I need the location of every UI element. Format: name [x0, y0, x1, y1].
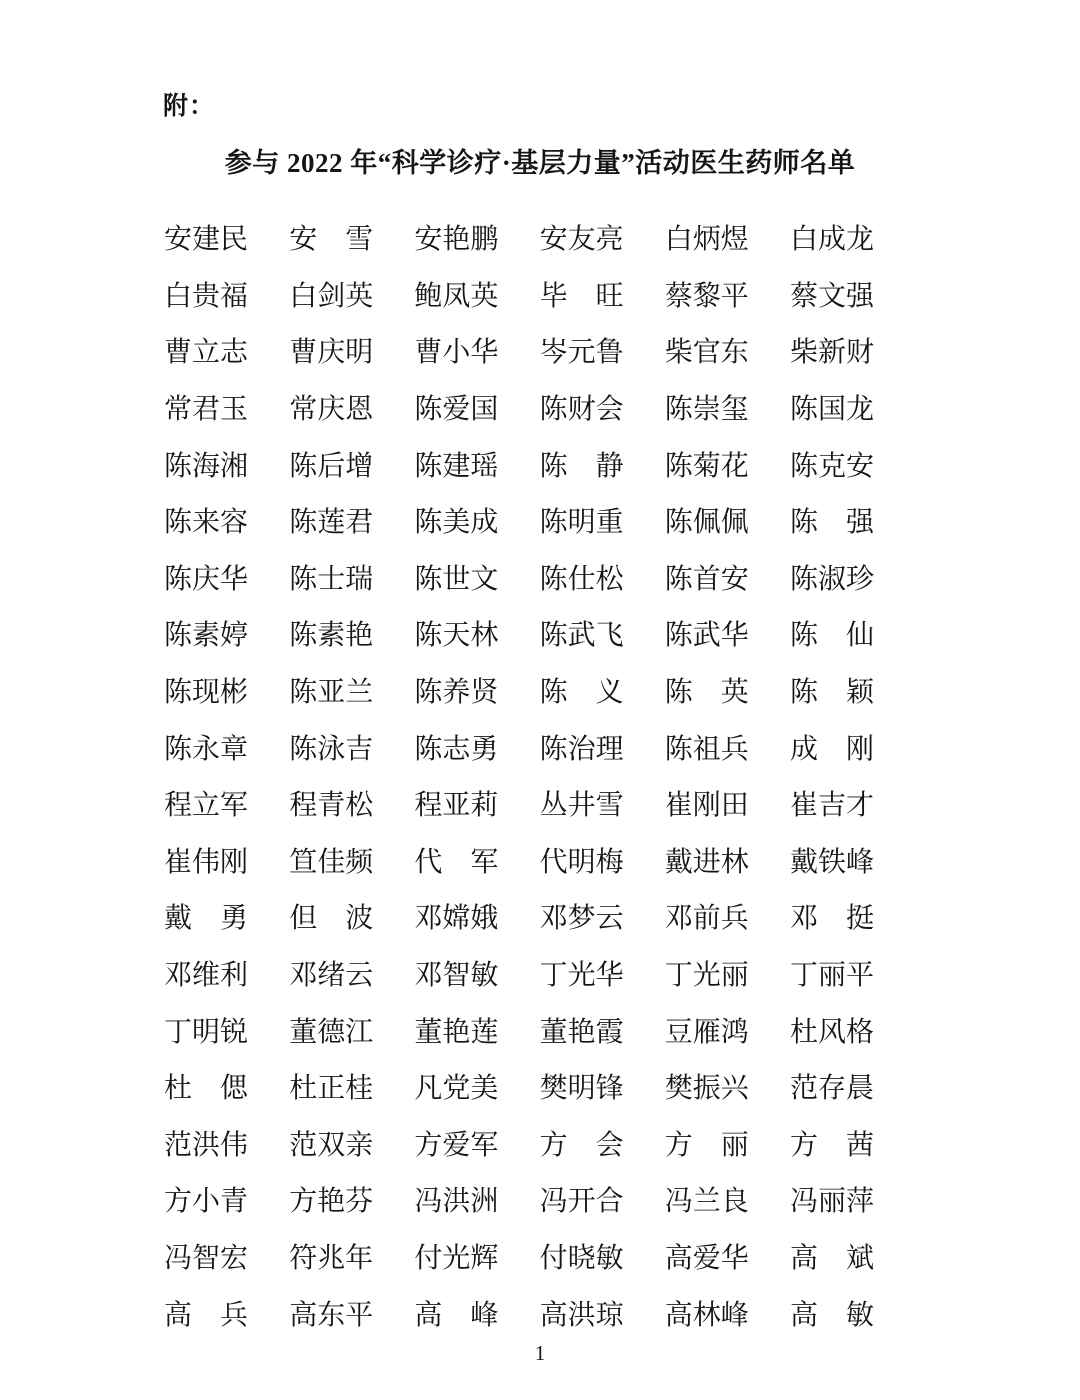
roster-name: 符兆年 [289, 1242, 374, 1274]
roster-name: 曹庆明 [289, 337, 374, 369]
roster-name: 邓梦云 [539, 903, 624, 935]
page-title: 参与 2022 年“科学诊疗·基层力量”活动医生药师名单 [224, 148, 856, 178]
roster-name: 代明梅 [539, 846, 624, 878]
roster-name: 蔡文强 [789, 280, 874, 312]
roster-name: 樊振兴 [664, 1073, 749, 1105]
roster-name: 陈亚兰 [289, 677, 374, 709]
roster-name: 丁明锐 [164, 1016, 249, 1048]
roster-grid [164, 212, 874, 1344]
roster-name: 曹小华 [414, 337, 499, 369]
roster-name: 高 峰 [414, 1299, 499, 1331]
roster-name: 方爱军 [414, 1129, 499, 1161]
roster-name: 邓嫦娥 [414, 903, 499, 935]
roster-name: 丁光丽 [664, 960, 749, 992]
roster-name: 董德江 [289, 1016, 374, 1048]
roster-name: 范双亲 [289, 1129, 374, 1161]
roster-name: 陈永章 [164, 733, 249, 765]
roster-name: 冯兰良 [664, 1186, 749, 1218]
roster-name: 杜正桂 [289, 1073, 374, 1105]
roster-name: 杜风格 [789, 1016, 874, 1048]
roster-name: 丁丽平 [789, 960, 874, 992]
roster-name: 陈 仙 [789, 620, 874, 652]
roster-name: 陈首安 [664, 563, 749, 595]
roster-name: 付晓敏 [539, 1242, 624, 1274]
roster-name: 陈国龙 [789, 394, 874, 426]
roster-name: 陈庆华 [164, 563, 249, 595]
roster-name: 陈佩佩 [664, 507, 749, 539]
roster-name: 毕 旺 [539, 280, 624, 312]
roster-name: 邓 挺 [789, 903, 874, 935]
roster-name: 鲍凤英 [414, 280, 499, 312]
roster-name: 陈建瑶 [414, 450, 499, 482]
roster-name: 程立军 [164, 790, 249, 822]
roster-name: 代 军 [414, 846, 499, 878]
roster-name: 陈 义 [539, 677, 624, 709]
roster-name: 陈素婷 [164, 620, 249, 652]
roster-name: 冯丽萍 [789, 1186, 874, 1218]
roster-name: 付光辉 [414, 1242, 499, 1274]
roster-name: 白炳煜 [664, 224, 749, 256]
roster-name: 柴官东 [664, 337, 749, 369]
roster-name: 方 会 [539, 1129, 624, 1161]
roster-name: 陈来容 [164, 507, 249, 539]
roster-name: 蔡黎平 [664, 280, 749, 312]
roster-name: 高 敏 [789, 1299, 874, 1331]
roster-name: 陈爱国 [414, 394, 499, 426]
roster-name: 成 刚 [789, 733, 874, 765]
roster-name: 陈 强 [789, 507, 874, 539]
roster-name: 戴铁峰 [789, 846, 874, 878]
roster-name: 柴新财 [789, 337, 874, 369]
roster-name: 邓智敏 [414, 960, 499, 992]
roster-name: 董艳莲 [414, 1016, 499, 1048]
roster-name: 白成龙 [789, 224, 874, 256]
roster-name: 白剑英 [289, 280, 374, 312]
roster-name: 安艳鹏 [414, 224, 499, 256]
roster-name: 陈祖兵 [664, 733, 749, 765]
roster-name: 常庆恩 [289, 394, 374, 426]
roster-name: 凡党美 [414, 1073, 499, 1105]
roster-name: 安建民 [164, 224, 249, 256]
roster-name: 冯开合 [539, 1186, 624, 1218]
roster-name: 陈志勇 [414, 733, 499, 765]
roster-name: 陈淑珍 [789, 563, 874, 595]
roster-name: 陈财会 [539, 394, 624, 426]
roster-name: 陈明重 [539, 507, 624, 539]
roster-name: 陈武华 [664, 620, 749, 652]
roster-name: 陈 颖 [789, 677, 874, 709]
roster-name: 白贵福 [164, 280, 249, 312]
roster-name: 方 茜 [789, 1129, 874, 1161]
roster-name: 邓前兵 [664, 903, 749, 935]
roster-name: 陈崇玺 [664, 394, 749, 426]
roster-name: 戴进林 [664, 846, 749, 878]
roster-name: 陈海湘 [164, 450, 249, 482]
roster-name: 常君玉 [164, 394, 249, 426]
roster-name: 岑元鲁 [539, 337, 624, 369]
roster-name: 范存晨 [789, 1073, 874, 1105]
roster-name: 程青松 [289, 790, 374, 822]
roster-name: 笪佳频 [289, 846, 374, 878]
roster-name: 陈治理 [539, 733, 624, 765]
roster-name: 曹立志 [164, 337, 249, 369]
roster-name: 陈莲君 [289, 507, 374, 539]
roster-name: 但 波 [289, 903, 374, 935]
roster-name: 戴 勇 [164, 903, 249, 935]
roster-name: 董艳霞 [539, 1016, 624, 1048]
roster-name: 陈世文 [414, 563, 499, 595]
roster-name: 陈现彬 [164, 677, 249, 709]
roster-name: 高洪琼 [539, 1299, 624, 1331]
roster-name: 邓维利 [164, 960, 249, 992]
roster-name: 陈养贤 [414, 677, 499, 709]
roster-name: 崔伟刚 [164, 846, 249, 878]
roster-name: 安 雪 [289, 224, 374, 256]
roster-name: 陈后增 [289, 450, 374, 482]
roster-name: 豆雁鸿 [664, 1016, 749, 1048]
roster-name: 高 兵 [164, 1299, 249, 1331]
roster-name: 樊明锋 [539, 1073, 624, 1105]
roster-name: 冯洪洲 [414, 1186, 499, 1218]
roster-name: 冯智宏 [164, 1242, 249, 1274]
roster-name: 方小青 [164, 1186, 249, 1218]
roster-name: 陈菊花 [664, 450, 749, 482]
roster-name: 高 斌 [789, 1242, 874, 1274]
roster-name: 陈士瑞 [289, 563, 374, 595]
roster-name: 高东平 [289, 1299, 374, 1331]
roster-name: 程亚莉 [414, 790, 499, 822]
roster-name: 范洪伟 [164, 1129, 249, 1161]
roster-name: 陈仕松 [539, 563, 624, 595]
roster-name: 崔刚田 [664, 790, 749, 822]
roster-name: 陈武飞 [539, 620, 624, 652]
roster-name: 陈天林 [414, 620, 499, 652]
roster-name: 陈素艳 [289, 620, 374, 652]
roster-name: 陈克安 [789, 450, 874, 482]
attachment-label: 附： [163, 93, 216, 120]
roster-name: 陈 静 [539, 450, 624, 482]
roster-name: 丛井雪 [539, 790, 624, 822]
roster-name: 陈美成 [414, 507, 499, 539]
roster-name: 杜 偲 [164, 1073, 249, 1105]
roster-name: 邓绪云 [289, 960, 374, 992]
roster-name: 方 丽 [664, 1129, 749, 1161]
roster-name: 崔吉才 [789, 790, 874, 822]
page-number: 1 [534, 1341, 546, 1365]
roster-name: 陈泳吉 [289, 733, 374, 765]
roster-name: 安友亮 [539, 224, 624, 256]
roster-name: 陈 英 [664, 677, 749, 709]
roster-name: 高爱华 [664, 1242, 749, 1274]
roster-name: 方艳芬 [289, 1186, 374, 1218]
roster-name: 丁光华 [539, 960, 624, 992]
roster-name: 高林峰 [664, 1299, 749, 1331]
